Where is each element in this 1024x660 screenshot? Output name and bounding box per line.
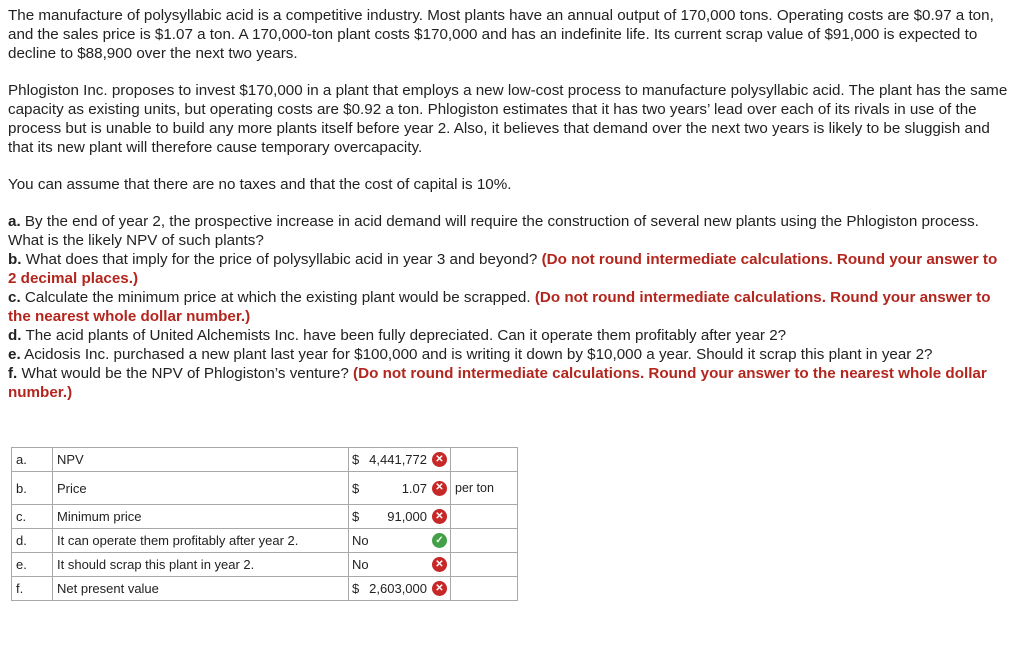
x-circle-icon: ✕	[432, 557, 447, 572]
rounding-note: (Do not round intermediate calculations. Round your answer to the nearest whole dollar number.)	[8, 365, 987, 401]
question-b: b. What does that imply for the price of polysyllabic acid in year 3 and beyond? (Do not round intermediate calculations. Round your answer to 2 decimal places.)	[8, 251, 998, 287]
problem-statement	[8, 6, 1008, 402]
intro-paragraph-3: You can assume that there are no taxes and that the cost of capital is 10%.	[8, 176, 512, 193]
answer-input-b[interactable]: $ 1.07 ✕	[349, 472, 451, 505]
rounding-note: (Do not round intermediate calculations. Round your answer to 2 decimal places.)	[8, 251, 998, 287]
question-e: e. Acidosis Inc. purchased a new plant last year for $100,000 and is writing it down by $10,000 a year. Should it scrap this plant in year 2?	[8, 346, 933, 363]
answer-row-c: c. Minimum price $ 91,000 ✕	[12, 505, 518, 529]
answer-select-d[interactable]: No ✓	[349, 529, 451, 553]
intro-paragraph-1: The manufacture of polysyllabic acid is a competitive industry. Most plants have an annual output of 170,000 tons. Operating costs are $0.97 a ton, and the sales price is $1.07 a ton. A 170,000-ton plant costs $170,000 and has an indefinite life. Its current scrap value of $91,000 is expected to decline to $88,900 over the next two years.	[8, 7, 994, 62]
answer-input-a[interactable]: $ 4,441,772 ✕	[349, 448, 451, 472]
answer-row-d: d. It can operate them profitably after year 2. No ✓	[12, 529, 518, 553]
answer-row-e: e. It should scrap this plant in year 2. No ✕	[12, 553, 518, 577]
answer-row-b: b. Price $ 1.07 ✕ per ton	[12, 472, 518, 505]
answer-row-f: f. Net present value $ 2,603,000 ✕	[12, 577, 518, 601]
answer-row-a: a. NPV $ 4,441,772 ✕	[12, 448, 518, 472]
answer-input-c[interactable]: $ 91,000 ✕	[349, 505, 451, 529]
question-d: d. The acid plants of United Alchemists Inc. have been fully depreciated. Can it operate them profitably after year 2?	[8, 327, 787, 344]
question-a: a. By the end of year 2, the prospective increase in acid demand will require the construction of several new plants using the Phlogiston process. What is the likely NPV of such plants?	[8, 213, 979, 249]
question-c: c. Calculate the minimum price at which the existing plant would be scrapped. (Do not round intermediate calculations. Round your answer to the nearest whole dollar number.)	[8, 289, 991, 325]
x-circle-icon: ✕	[432, 452, 447, 467]
question-f: f. What would be the NPV of Phlogiston’s venture? (Do not round intermediate calculations. Round your answer to the nearest whole dollar number.)	[8, 365, 987, 401]
rounding-note: (Do not round intermediate calculations. Round your answer to the nearest whole dollar number.)	[8, 289, 991, 325]
intro-paragraph-2: Phlogiston Inc. proposes to invest $170,000 in a plant that employs a new low-cost process to manufacture polysyllabic acid. The plant has the same capacity as existing units, but operating costs are $0.92 a ton. Phlogiston estimates that it has two years’ lead over each of its rivals in use of the process but is unable to build any more plants itself before year 2. Also, it believes that demand over the next two years is likely to be sluggish and that its new plant will therefore cause temporary overcapacity.	[8, 82, 1008, 156]
check-circle-icon: ✓	[432, 533, 447, 548]
x-circle-icon: ✕	[432, 481, 447, 496]
question-list	[8, 212, 1008, 402]
x-circle-icon: ✕	[432, 509, 447, 524]
x-circle-icon: ✕	[432, 581, 447, 596]
unit-label: per ton	[451, 472, 518, 505]
answer-input-f[interactable]: $ 2,603,000 ✕	[349, 577, 451, 601]
answer-select-e[interactable]: No ✕	[349, 553, 451, 577]
answer-table	[11, 447, 518, 601]
